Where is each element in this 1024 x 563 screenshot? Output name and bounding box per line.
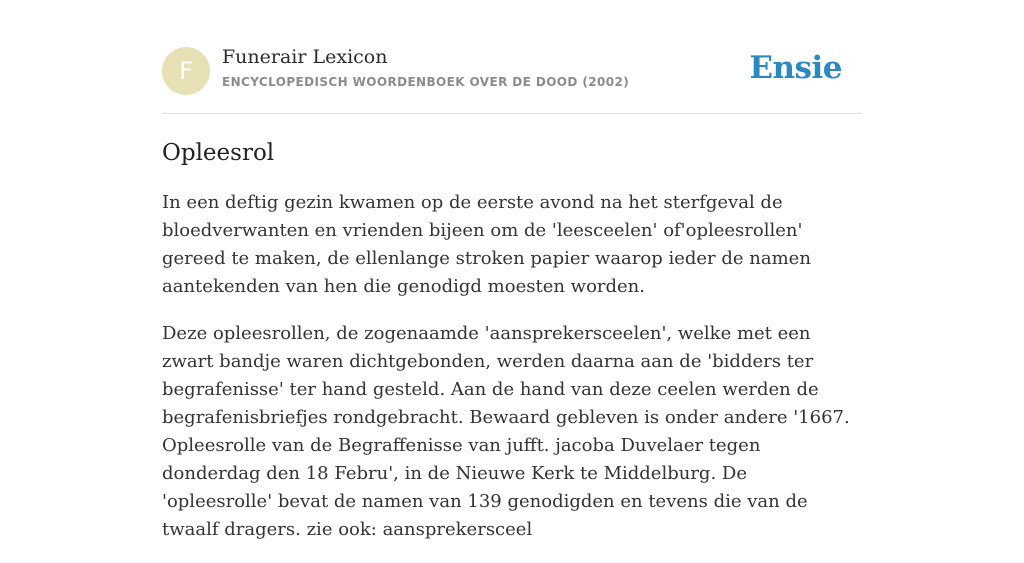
source-avatar[interactable]: F xyxy=(162,47,210,95)
source-subtitle: ENCYCLOPEDISCH WOORDENBOEK OVER DE DOOD (2002) xyxy=(222,75,630,89)
article-paragraph-text: Deze opleesrollen, de zogenaamde 'aansprekersceelen', welke met een zwart bandje waren dichtgebonden, werden daarna aan de 'bidders ter begrafenisse' ter hand gesteld. Aan de hand van deze ceelen werden de begrafenisbriefjes rondgebracht. Bewaard gebleven is onder andere '1667. Opleesrolle van de Begraffenisse van jufft. jacoba Duvelaer tegen donderdag den 18 Febru', in de Nieuwe Kerk te Middelburg. De 'opleesrolle' bevat de namen van 139 genodigden en tevens die van de twaalf dragers. xyxy=(162,323,850,540)
article-paragraph xyxy=(162,320,862,544)
article xyxy=(162,137,862,563)
source-header xyxy=(162,46,862,96)
brand-logo[interactable]: Ensie xyxy=(749,50,842,86)
article-title: Opleesrol xyxy=(162,140,275,166)
see-also-label: zie ook: xyxy=(306,519,377,540)
see-also-link[interactable]: aansprekersceel xyxy=(382,519,533,540)
source-title[interactable]: Funerair Lexicon xyxy=(222,46,388,68)
header-divider xyxy=(162,113,862,114)
article-paragraph: In een deftig gezin kwamen op de eerste avond na het sterfgeval de bloedverwanten en vrienden bijeen om de 'leesceelen' of'opleesrollen' gereed te maken, de ellenlange stroken papier waarop ieder de namen aantekenden van hen die genodigd moesten worden. xyxy=(162,192,811,297)
